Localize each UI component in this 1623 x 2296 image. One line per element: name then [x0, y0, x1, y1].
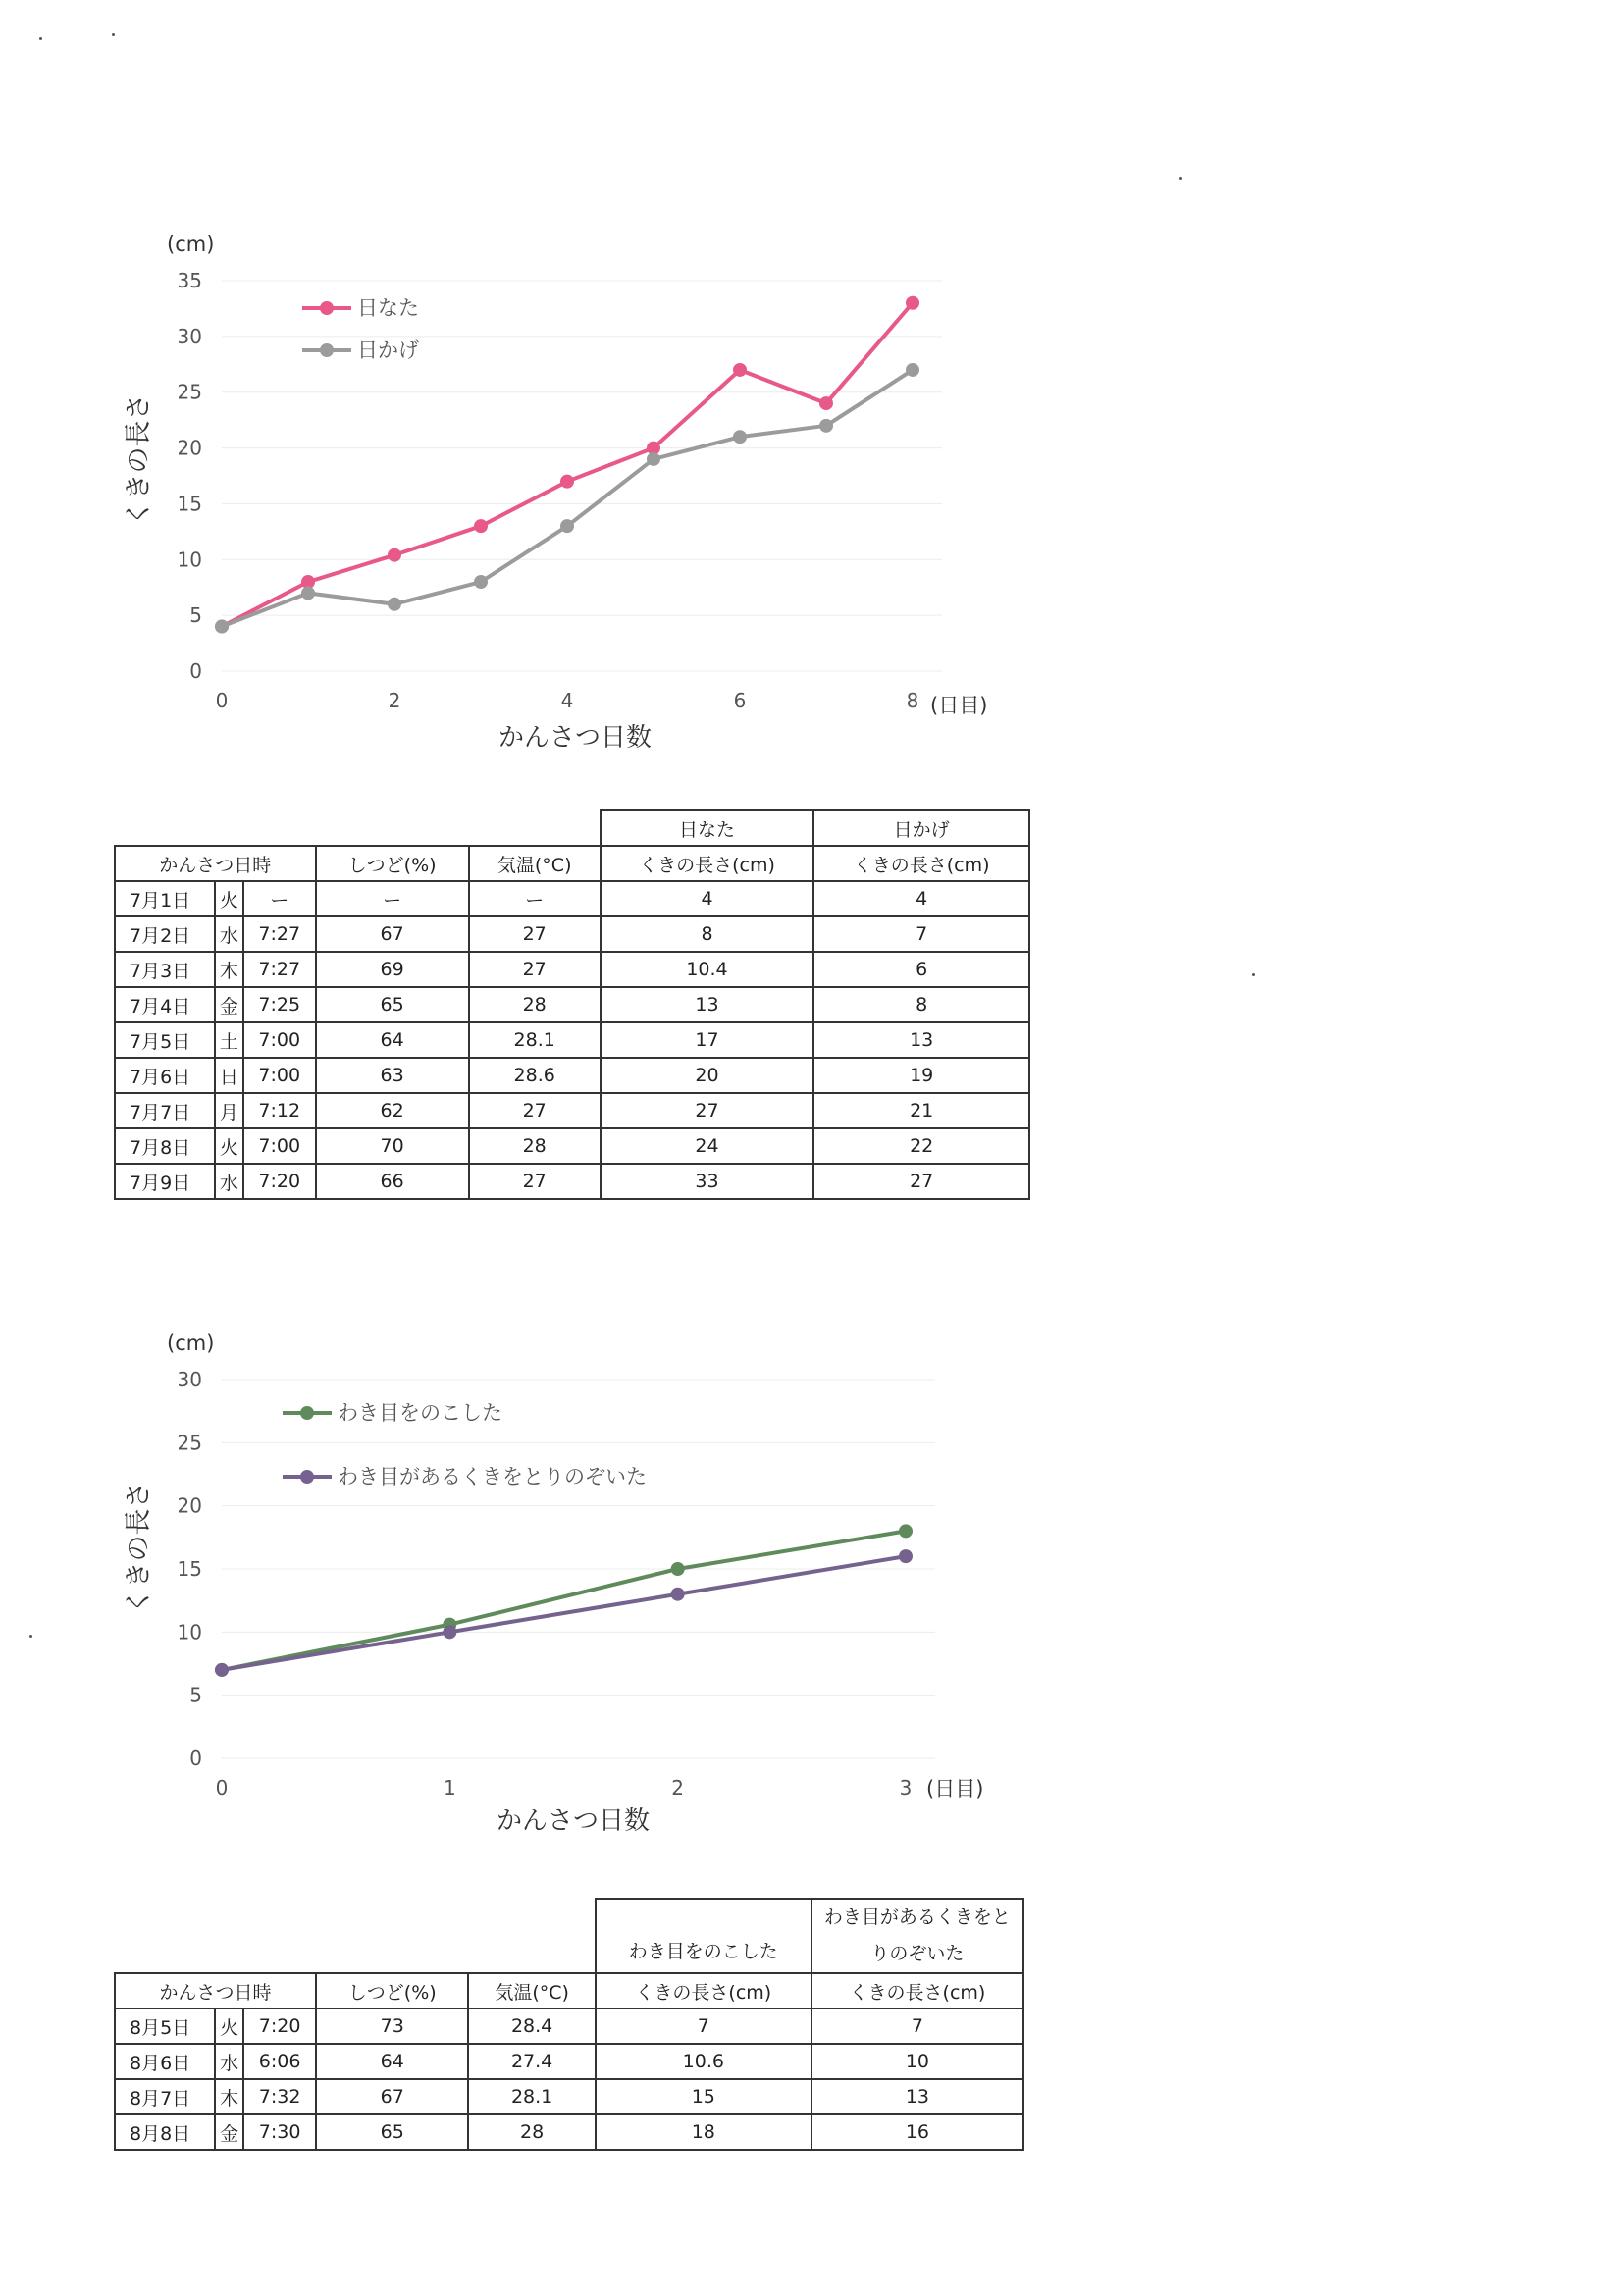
cell-shade: 7: [813, 916, 1029, 952]
series-line: [222, 370, 913, 627]
cell-temp: 28.6: [469, 1058, 601, 1093]
cell-humidity: 73: [316, 2009, 469, 2044]
cell-date: 7月4日: [115, 987, 215, 1022]
chart-sun-vs-shade-svg: [0, 196, 1623, 765]
cell-temp: 28.4: [468, 2009, 595, 2044]
legend-label: 日なた: [357, 296, 419, 320]
cell-temp: 27: [469, 916, 601, 952]
cell-humidity: 65: [316, 987, 469, 1022]
y-tick-labels: [178, 1368, 202, 1770]
y-tick-label: 15: [177, 1557, 202, 1581]
cell-humidity: 64: [316, 2044, 469, 2079]
legend: [302, 296, 419, 362]
cell-sun: 27: [601, 1093, 814, 1128]
table-row: [115, 881, 1029, 916]
y-unit-label: (cm): [167, 233, 215, 256]
header-temperature: 気温(°C): [468, 1973, 595, 2009]
legend-swatch-marker: [320, 343, 334, 357]
table-header-row: [115, 1973, 1023, 2009]
y-tick-label: 30: [177, 1368, 202, 1391]
group-header-removed: わき目があるくきをとりのぞいた: [812, 1899, 1023, 1973]
legend-swatch-marker: [300, 1406, 314, 1420]
x-tick-labels: [216, 1776, 913, 1800]
cell-shade: 8: [813, 987, 1029, 1022]
cell-day: 水: [215, 916, 243, 952]
x-axis-title: かんさつ日数: [496, 1806, 651, 1836]
cell-date: 8月7日: [115, 2079, 215, 2114]
table-row: [115, 1022, 1029, 1058]
header-length-left: くきの長さ(cm): [596, 1973, 812, 2009]
cell-humidity: 63: [316, 1058, 469, 1093]
y-tick-label: 20: [177, 436, 202, 460]
x-tick-labels: [216, 689, 919, 712]
cell-temp: 28.1: [469, 1022, 601, 1058]
y-tick-label: 10: [177, 1620, 202, 1644]
series-layer: [215, 296, 919, 634]
cell-day: 土: [215, 1022, 243, 1058]
cell-day: 日: [215, 1058, 243, 1093]
header-length-sun: くきの長さ(cm): [601, 846, 814, 881]
legend-swatch-marker: [320, 301, 334, 315]
cell-humidity: 62: [316, 1093, 469, 1128]
cell-temp: 27: [469, 952, 601, 987]
cell-shade: 22: [813, 1128, 1029, 1164]
cell-time: 7:00: [243, 1058, 316, 1093]
cell-date: 7月1日: [115, 881, 215, 916]
table-row: [115, 1058, 1029, 1093]
x-tick-label: 2: [671, 1776, 685, 1800]
cell-day: 火: [215, 1128, 243, 1164]
y-tick-label: 25: [177, 380, 202, 404]
cell-humidity: ー: [316, 881, 469, 916]
cell-shade: 6: [813, 952, 1029, 987]
y-tick-label: 30: [177, 324, 202, 348]
cell-day: 木: [215, 952, 243, 987]
header-humidity: しつど(%): [316, 846, 469, 881]
y-tick-label: 10: [177, 548, 202, 572]
data-point: [215, 1663, 229, 1677]
cell-sun: 33: [601, 1164, 814, 1199]
cell-sun: 17: [601, 1022, 814, 1058]
group-header-shade: 日かげ: [813, 810, 1029, 846]
cell-shade: 13: [813, 1022, 1029, 1058]
cell-date: 7月3日: [115, 952, 215, 987]
x-tick-label: 1: [443, 1776, 456, 1800]
data-point: [647, 452, 660, 466]
header-humidity: しつど(%): [316, 1973, 469, 2009]
data-point: [899, 1549, 913, 1563]
cell-temp: 27: [469, 1093, 601, 1128]
y-axis-title: くきの長さ: [124, 1482, 154, 1615]
cell-temp: 28: [468, 2114, 595, 2150]
cell-sun: 24: [601, 1128, 814, 1164]
cell-removed: 13: [812, 2079, 1023, 2114]
legend-label: わき目があるくきをとりのぞいた: [338, 1465, 647, 1488]
y-tick-label: 25: [177, 1431, 202, 1455]
table-group-header-row: [115, 810, 1029, 846]
cell-sun: 4: [601, 881, 814, 916]
chart-side-bud: [0, 1295, 1623, 1854]
cell-time: 7:30: [243, 2114, 316, 2150]
table-row: [115, 952, 1029, 987]
cell-date: 8月6日: [115, 2044, 215, 2079]
cell-removed: 10: [812, 2044, 1023, 2079]
cell-sun: 8: [601, 916, 814, 952]
x-tick-label: 0: [215, 689, 229, 712]
data-point: [819, 419, 833, 433]
y-tick-label: 20: [177, 1493, 202, 1518]
y-tick-labels: [178, 269, 202, 683]
cell-sun: 20: [601, 1058, 814, 1093]
y-tick-label: 0: [189, 1747, 202, 1770]
cell-time: 6:06: [243, 2044, 316, 2079]
scan-speck: [1179, 177, 1182, 180]
cell-temp: 28.1: [468, 2079, 595, 2114]
y-tick-label: 5: [189, 603, 202, 628]
cell-time: 7:27: [243, 916, 316, 952]
data-point: [443, 1625, 456, 1639]
cell-shade: 4: [813, 881, 1029, 916]
x-tick-label: 2: [388, 689, 401, 712]
group-header-left: わき目をのこした: [596, 1899, 812, 1973]
data-point: [899, 1524, 913, 1538]
cell-time: 7:12: [243, 1093, 316, 1128]
cell-temp: 27: [469, 1164, 601, 1199]
x-tick-label: 4: [560, 689, 574, 712]
header-temperature: 気温(°C): [469, 846, 601, 881]
cell-temp: 27.4: [468, 2044, 595, 2079]
cell-time: 7:25: [243, 987, 316, 1022]
cell-time: 7:20: [243, 2009, 316, 2044]
y-tick-label: 35: [177, 269, 202, 292]
data-point: [906, 363, 919, 377]
cell-time: ー: [243, 881, 316, 916]
cell-removed: 7: [812, 2009, 1023, 2044]
cell-humidity: 66: [316, 1164, 469, 1199]
data-point: [388, 598, 401, 611]
table-row: [115, 1093, 1029, 1128]
legend-swatch-marker: [300, 1470, 314, 1484]
cell-left: 15: [596, 2079, 812, 2114]
cell-day: 水: [215, 2044, 243, 2079]
cell-time: 7:32: [243, 2079, 316, 2114]
chart-sun-vs-shade: [0, 196, 1623, 765]
cell-date: 7月8日: [115, 1128, 215, 1164]
cell-date: 7月9日: [115, 1164, 215, 1199]
cell-humidity: 64: [316, 1022, 469, 1058]
data-point: [474, 519, 488, 533]
legend-label: わき目をのこした: [338, 1401, 502, 1425]
cell-time: 7:00: [243, 1022, 316, 1058]
x-tick-label: 8: [906, 689, 919, 712]
data-point: [215, 620, 229, 634]
cell-shade: 19: [813, 1058, 1029, 1093]
scan-speck: [39, 37, 42, 40]
cell-time: 7:27: [243, 952, 316, 987]
cell-day: 木: [215, 2079, 243, 2114]
x-tick-label: 0: [215, 1776, 229, 1800]
cell-date: 7月6日: [115, 1058, 215, 1093]
table-row: [115, 1128, 1029, 1164]
table-sun-vs-shade: [114, 809, 1030, 1200]
x-unit-label: (日目): [926, 1777, 984, 1800]
x-axis-title: かんさつ日数: [497, 723, 653, 753]
data-point: [474, 575, 488, 589]
header-datetime: かんさつ日時: [115, 1973, 316, 2009]
cell-removed: 16: [812, 2114, 1023, 2150]
data-point: [733, 363, 747, 377]
scan-speck: [1252, 973, 1255, 976]
data-point: [560, 475, 574, 489]
cell-humidity: 65: [316, 2114, 469, 2150]
series-line: [222, 1531, 906, 1670]
cell-temp: 28: [469, 1128, 601, 1164]
cell-date: 8月8日: [115, 2114, 215, 2150]
data-point: [301, 586, 315, 600]
cell-humidity: 67: [316, 2079, 469, 2114]
table-row: [115, 987, 1029, 1022]
cell-temp: 28: [469, 987, 601, 1022]
data-point: [733, 430, 747, 444]
cell-sun: 13: [601, 987, 814, 1022]
cell-day: 火: [215, 2009, 243, 2044]
data-point: [560, 519, 574, 533]
table-header-row: [115, 846, 1029, 881]
cell-date: 8月5日: [115, 2009, 215, 2044]
cell-shade: 27: [813, 1164, 1029, 1199]
chart-side-bud-svg: [0, 1295, 1623, 1854]
cell-humidity: 69: [316, 952, 469, 987]
legend-label: 日かげ: [357, 339, 419, 362]
header-datetime: かんさつ日時: [115, 846, 316, 881]
y-tick-label: 5: [189, 1683, 202, 1707]
table-row: [115, 2079, 1023, 2114]
series-layer: [215, 1524, 913, 1677]
table-group-header-row: [115, 1899, 1023, 1973]
cell-day: 金: [215, 2114, 243, 2150]
data-point: [819, 396, 833, 410]
x-unit-label: (日目): [930, 694, 988, 717]
table-row: [115, 2114, 1023, 2150]
y-axis-title: くきの長さ: [124, 393, 154, 527]
scan-speck: [112, 33, 115, 36]
data-point: [906, 296, 919, 310]
cell-date: 7月5日: [115, 1022, 215, 1058]
data-point: [388, 548, 401, 562]
series-line: [222, 1556, 906, 1670]
table-row: [115, 2044, 1023, 2079]
cell-day: 水: [215, 1164, 243, 1199]
cell-day: 月: [215, 1093, 243, 1128]
cell-sun: 10.4: [601, 952, 814, 987]
data-point: [671, 1562, 685, 1576]
header-length-removed: くきの長さ(cm): [812, 1973, 1023, 2009]
group-header-sun: 日なた: [601, 810, 814, 846]
cell-humidity: 67: [316, 916, 469, 952]
x-tick-label: 3: [899, 1776, 913, 1800]
cell-temp: ー: [469, 881, 601, 916]
cell-day: 金: [215, 987, 243, 1022]
table-row: [115, 2009, 1023, 2044]
header-length-shade: くきの長さ(cm): [813, 846, 1029, 881]
table-row: [115, 916, 1029, 952]
cell-date: 7月7日: [115, 1093, 215, 1128]
x-tick-label: 6: [733, 689, 747, 712]
legend: [283, 1401, 647, 1488]
cell-day: 火: [215, 881, 243, 916]
cell-left: 7: [596, 2009, 812, 2044]
y-unit-label: (cm): [167, 1331, 215, 1355]
cell-time: 7:20: [243, 1164, 316, 1199]
cell-shade: 21: [813, 1093, 1029, 1128]
cell-left: 18: [596, 2114, 812, 2150]
data-point: [671, 1588, 685, 1601]
cell-time: 7:00: [243, 1128, 316, 1164]
cell-date: 7月2日: [115, 916, 215, 952]
cell-humidity: 70: [316, 1128, 469, 1164]
table-side-bud: [114, 1898, 1024, 2151]
y-tick-label: 15: [177, 492, 202, 516]
cell-left: 10.6: [596, 2044, 812, 2079]
table-row: [115, 1164, 1029, 1199]
y-tick-label: 0: [189, 659, 202, 683]
